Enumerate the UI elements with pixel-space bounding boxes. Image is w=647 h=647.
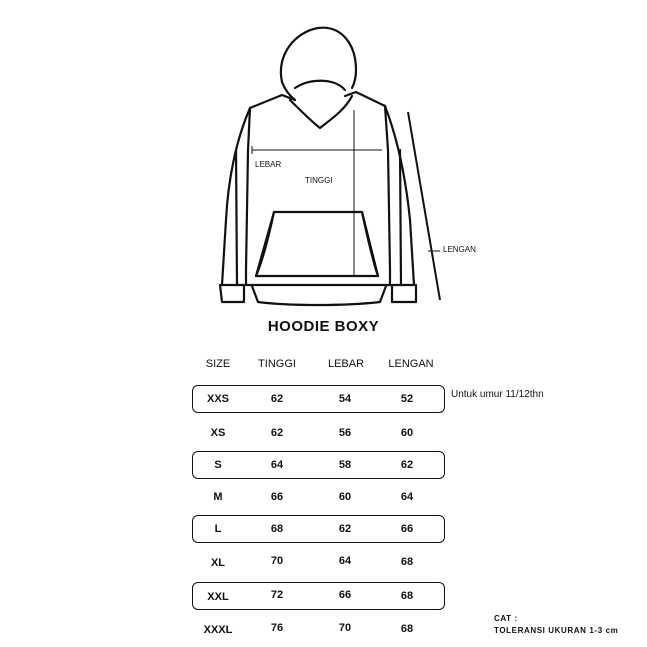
size-cell: XS xyxy=(210,427,226,439)
tinggi-cell: 62 xyxy=(270,427,284,439)
lengan-cell: 64 xyxy=(400,491,414,503)
lebar-cell: 56 xyxy=(338,427,352,439)
tinggi-cell: 68 xyxy=(270,523,284,535)
header-lengan: LENGAN xyxy=(388,358,434,370)
age-note: Untuk umur 11/12thn xyxy=(451,389,544,400)
size-cell: XL xyxy=(210,557,226,569)
lengan-cell: 68 xyxy=(400,590,414,602)
tinggi-cell: 66 xyxy=(270,491,284,503)
lengan-cell: 68 xyxy=(400,556,414,568)
lengan-cell: 60 xyxy=(400,427,414,439)
size-cell: XXL xyxy=(207,591,229,603)
tolerance-note: TOLERANSI UKURAN 1-3 cm xyxy=(494,626,619,635)
header-tinggi: TINGGI xyxy=(258,358,296,370)
tinggi-cell: 64 xyxy=(270,459,284,471)
hood-outline xyxy=(281,28,356,88)
lebar-cell: 64 xyxy=(338,555,352,567)
lengan-cell: 52 xyxy=(400,393,414,405)
tinggi-cell: 62 xyxy=(270,393,284,405)
lengan-cell: 62 xyxy=(400,459,414,471)
lebar-cell: 60 xyxy=(338,491,352,503)
lengan-cell: 66 xyxy=(400,523,414,535)
lengan-label: LENGAN xyxy=(443,245,476,254)
lebar-cell: 62 xyxy=(338,523,352,535)
size-cell: M xyxy=(213,491,223,503)
tinggi-cell: 72 xyxy=(270,589,284,601)
lebar-cell: 58 xyxy=(338,459,352,471)
lengan-cell: 68 xyxy=(400,623,414,635)
hoodie-illustration xyxy=(0,0,647,320)
header-size: SIZE xyxy=(205,358,231,370)
page-title: HOODIE BOXY xyxy=(267,318,380,335)
cat-label: CAT : xyxy=(494,614,518,623)
size-cell: S xyxy=(214,459,222,471)
tinggi-cell: 76 xyxy=(270,622,284,634)
lebar-cell: 66 xyxy=(338,589,352,601)
size-cell: XXS xyxy=(206,393,229,405)
lebar-cell: 70 xyxy=(338,622,352,634)
lebar-cell: 54 xyxy=(338,393,352,405)
pocket-outline xyxy=(256,212,378,276)
size-cell: L xyxy=(214,523,222,535)
body-outline xyxy=(246,108,250,285)
lebar-label: LEBAR xyxy=(255,160,282,169)
tinggi-label: TINGGI xyxy=(305,176,333,185)
header-lebar: LEBAR xyxy=(327,358,365,370)
tinggi-cell: 70 xyxy=(270,555,284,567)
size-cell: XXXL xyxy=(203,624,233,636)
